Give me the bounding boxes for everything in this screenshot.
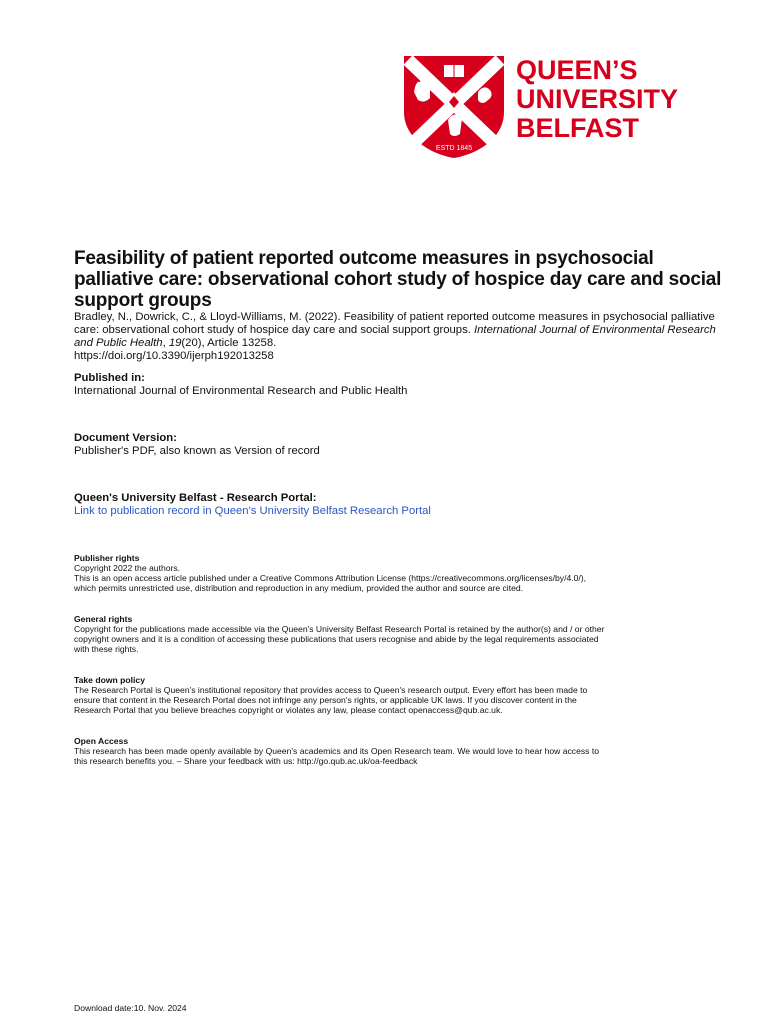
citation-volume: 19 xyxy=(168,337,182,349)
general-rights-line: Copyright for the publications made accessible via the Queen's University Belfast Research Portal is retained by the author(s) and / or other xyxy=(74,624,605,634)
wordmark-line-1: QUEEN’S xyxy=(516,55,638,85)
publisher-rights-heading: Publisher rights xyxy=(74,553,140,563)
university-crest-icon xyxy=(402,54,506,160)
open-access-line: this research benefits you. – Share your feedback with us: http://go.qub.ac.uk/oa-feedback xyxy=(74,756,418,766)
publisher-rights-section xyxy=(74,553,724,593)
citation-authors: Bradley, N., Dowrick, C., & Lloyd-Williams, M. (2022). Feasibility of patient reported outcome measures in psychosocial palliative care: observational cohort study of hospice day care and social support groups. xyxy=(74,311,715,336)
document-version-section xyxy=(74,432,724,458)
wordmark-line-2: UNIVERSITY xyxy=(516,84,679,114)
publisher-rights-line: This is an open access article published under a Creative Commons Attribution License (https://creativecommons.org/licenses/by/4.0/), xyxy=(74,573,587,583)
document-version-heading: Document Version: xyxy=(74,432,177,444)
take-down-line: ensure that content in the Research Portal does not infringe any person's rights, or applicable UK laws. If you discover content in the xyxy=(74,695,577,705)
published-in-section xyxy=(74,372,724,398)
take-down-heading: Take down policy xyxy=(74,675,145,685)
publication-record-link[interactable]: Link to publication record in Queen's University Belfast Research Portal xyxy=(74,505,431,517)
open-access-section xyxy=(74,736,724,766)
take-down-section xyxy=(74,675,724,715)
university-wordmark xyxy=(516,56,678,143)
research-portal-heading: Queen's University Belfast - Research Portal: xyxy=(74,492,317,504)
published-in-heading: Published in: xyxy=(74,372,145,384)
citation-issue: (20), Article 13258. xyxy=(181,337,277,349)
general-rights-line: with these rights. xyxy=(74,644,139,654)
research-portal-section xyxy=(74,492,724,518)
general-rights-heading: General rights xyxy=(74,614,133,624)
university-logo xyxy=(402,54,714,162)
open-access-heading: Open Access xyxy=(74,736,129,746)
estd-text: ESTD 1845 xyxy=(435,145,473,152)
citation-journal: International Journal of Environmental Research and Public Health xyxy=(74,324,716,349)
published-in-value: International Journal of Environmental Research and Public Health xyxy=(74,385,408,397)
document-version-value: Publisher's PDF, also known as Version of record xyxy=(74,445,320,457)
take-down-line: Research Portal that you believe breaches copyright or violates any law, please contact openaccess@qub.ac.uk. xyxy=(74,705,503,715)
publisher-rights-line: which permits unrestricted use, distribution and reproduction in any medium, provided the author and source are cited. xyxy=(74,583,524,593)
citation-doi[interactable]: https://doi.org/10.3390/ijerph192013258 xyxy=(74,350,274,362)
general-rights-line: copyright owners and it is a condition of accessing these publications that users recognise and abide by the legal requirements associated xyxy=(74,634,599,644)
open-access-line: This research has been made openly available by Queen's academics and its Open Research team. We would love to hear how access to xyxy=(74,746,600,756)
citation: Bradley, N., Dowrick, C., & Lloyd-Williams, M. (2022). Feasibility of patient reported outcome measures in psychosocial palliative care: observational cohort study of hospice day care and social support groups. International Journal of Environmental Research and Public Health, 19(20), Article 13258. https://doi.org/10.3390/ijerph192013258 xyxy=(74,311,716,362)
publisher-rights-line: Copyright 2022 the authors. xyxy=(74,563,181,573)
download-date: Download date:10. Nov. 2024 xyxy=(74,1003,187,1013)
wordmark-line-3: BELFAST xyxy=(516,113,640,143)
take-down-line: The Research Portal is Queen's institutional repository that provides access to Queen's research output. Every effort has been made to xyxy=(74,685,588,695)
document-title: Feasibility of patient reported outcome measures in psychosocial palliative care: observational cohort study of hospice day care and social support groups xyxy=(74,248,722,311)
general-rights-section xyxy=(74,614,724,654)
